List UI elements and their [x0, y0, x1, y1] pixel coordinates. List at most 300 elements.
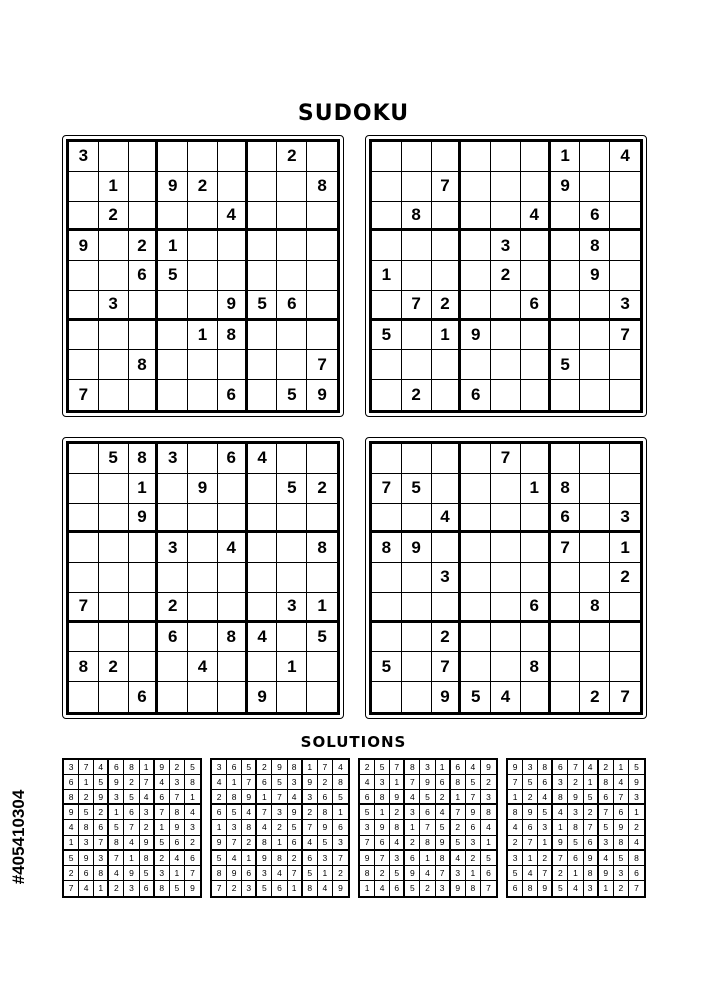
puzzle-cell[interactable]: 1 [158, 231, 188, 261]
puzzle-cell[interactable] [188, 231, 218, 261]
puzzle-cell[interactable] [402, 142, 432, 172]
puzzle-cell[interactable] [218, 682, 248, 712]
puzzle-cell[interactable]: 6 [218, 444, 248, 474]
puzzle-cell[interactable] [551, 593, 581, 623]
puzzle-cell[interactable]: 6 [218, 380, 248, 410]
puzzle-cell[interactable] [491, 172, 521, 202]
puzzle-cell[interactable] [610, 474, 640, 504]
puzzle-cell[interactable] [402, 231, 432, 261]
puzzle-cell[interactable] [610, 444, 640, 474]
puzzle-cell[interactable] [551, 261, 581, 291]
puzzle-cell[interactable]: 8 [580, 593, 610, 623]
puzzle-cell[interactable] [218, 504, 248, 534]
puzzle-cell[interactable]: 1 [129, 474, 159, 504]
puzzle-cell[interactable] [129, 172, 159, 202]
puzzle-cell[interactable] [461, 444, 491, 474]
puzzle-cell[interactable]: 7 [620, 687, 630, 707]
puzzle-cell[interactable] [158, 380, 188, 410]
puzzle-cell[interactable]: 3 [610, 504, 640, 534]
puzzle-cell[interactable]: 9 [129, 504, 159, 534]
puzzle-cell[interactable] [491, 652, 521, 682]
puzzle-cell[interactable] [432, 474, 462, 504]
puzzle-cell[interactable] [461, 142, 491, 172]
puzzle-cell[interactable] [432, 593, 462, 623]
puzzle-cell[interactable]: 4 [248, 444, 278, 474]
puzzle-cell[interactable]: 1 [432, 321, 462, 351]
puzzle-cell[interactable] [491, 504, 521, 534]
puzzle-cell[interactable]: 7 [491, 444, 521, 474]
puzzle-cell[interactable]: 3 [69, 142, 99, 172]
puzzle-cell[interactable] [580, 623, 610, 653]
puzzle-cell[interactable]: 1 [307, 593, 337, 623]
puzzle-cell[interactable]: 5 [551, 350, 581, 380]
puzzle-cell[interactable] [307, 291, 337, 321]
puzzle-cell[interactable] [69, 321, 99, 351]
puzzle-cell[interactable] [551, 682, 581, 712]
puzzle-cell[interactable]: 5 [277, 474, 307, 504]
puzzle-cell[interactable] [188, 380, 218, 410]
puzzle-cell[interactable] [307, 563, 337, 593]
puzzle-cell[interactable]: 3 [610, 291, 640, 321]
puzzle-cell[interactable] [99, 474, 129, 504]
puzzle-cell[interactable] [158, 321, 188, 351]
puzzle-cell[interactable] [218, 350, 248, 380]
puzzle-cell[interactable]: 3 [432, 563, 462, 593]
puzzle-cell[interactable] [277, 444, 307, 474]
puzzle-cell[interactable] [432, 350, 462, 380]
puzzle-cell[interactable] [610, 350, 640, 380]
puzzle-cell[interactable] [551, 563, 581, 593]
puzzle-cell[interactable]: 2 [491, 261, 521, 291]
puzzle-cell[interactable]: 9 [551, 172, 581, 202]
puzzle-cell[interactable] [580, 291, 610, 321]
puzzle-cell[interactable] [491, 350, 521, 380]
puzzle-cell[interactable] [372, 682, 402, 712]
puzzle-cell[interactable]: 8 [218, 623, 248, 653]
puzzle-cell[interactable]: 7 [307, 350, 337, 380]
puzzle-cell[interactable] [129, 593, 159, 623]
puzzle-cell[interactable] [277, 261, 307, 291]
puzzle-cell[interactable]: 2 [99, 202, 129, 232]
puzzle-cell[interactable] [521, 261, 551, 291]
puzzle-cell[interactable] [158, 563, 188, 593]
puzzle-cell[interactable]: 6 [158, 623, 188, 653]
puzzle-cell[interactable] [99, 682, 129, 712]
puzzle-cell[interactable] [307, 504, 337, 534]
puzzle-cell[interactable]: 5 [277, 380, 307, 410]
puzzle-cell[interactable] [521, 563, 551, 593]
puzzle-cell[interactable] [432, 202, 462, 232]
puzzle-cell[interactable]: 9 [158, 172, 188, 202]
puzzle-cell[interactable] [372, 623, 402, 653]
puzzle-cell[interactable] [99, 261, 129, 291]
puzzle-cell[interactable]: 6 [129, 682, 159, 712]
puzzle-cell[interactable] [69, 682, 99, 712]
puzzle-cell[interactable] [461, 652, 491, 682]
puzzle-cell[interactable] [521, 623, 551, 653]
puzzle-cell[interactable]: 7 [402, 291, 432, 321]
puzzle-cell[interactable] [491, 380, 521, 410]
puzzle-cell[interactable] [521, 682, 551, 712]
puzzle-cell[interactable] [372, 504, 402, 534]
puzzle-cell[interactable] [158, 350, 188, 380]
puzzle-cell[interactable] [461, 623, 491, 653]
puzzle-cell[interactable] [491, 321, 521, 351]
puzzle-cell[interactable] [248, 350, 278, 380]
puzzle-cell[interactable]: 7 [432, 172, 462, 202]
puzzle-cell[interactable] [580, 380, 610, 410]
puzzle-cell[interactable] [129, 202, 159, 232]
puzzle-cell[interactable] [99, 380, 129, 410]
puzzle-cell[interactable] [432, 444, 462, 474]
puzzle-cell[interactable] [372, 380, 402, 410]
puzzle-cell[interactable] [248, 321, 278, 351]
puzzle-cell[interactable]: 2 [307, 474, 337, 504]
puzzle-cell[interactable]: 9 [461, 321, 491, 351]
puzzle-cell[interactable] [491, 563, 521, 593]
puzzle-cell[interactable] [99, 563, 129, 593]
puzzle-cell[interactable] [461, 202, 491, 232]
puzzle-cell[interactable]: 3 [158, 533, 188, 563]
puzzle-cell[interactable] [99, 504, 129, 534]
puzzle-cell[interactable] [372, 172, 402, 202]
puzzle-cell[interactable] [99, 231, 129, 261]
puzzle-cell[interactable] [521, 444, 551, 474]
puzzle-cell[interactable] [521, 321, 551, 351]
puzzle-cell[interactable] [129, 321, 159, 351]
puzzle-cell[interactable] [551, 321, 581, 351]
puzzle-cell[interactable] [580, 321, 610, 351]
puzzle-cell[interactable]: 8 [551, 474, 581, 504]
puzzle-cell[interactable] [551, 291, 581, 321]
puzzle-cell[interactable] [248, 172, 278, 202]
puzzle-cell[interactable] [610, 231, 640, 261]
puzzle-cell[interactable] [580, 172, 610, 202]
puzzle-cell[interactable] [129, 652, 159, 682]
puzzle-cell[interactable] [277, 504, 307, 534]
puzzle-cell[interactable] [461, 291, 491, 321]
puzzle-cell[interactable]: 4 [491, 682, 521, 712]
puzzle-cell[interactable]: 7 [69, 593, 99, 623]
puzzle-cell[interactable]: 8 [580, 231, 610, 261]
puzzle-cell[interactable] [99, 623, 129, 653]
puzzle-cell[interactable] [188, 682, 218, 712]
puzzle-cell[interactable] [610, 202, 640, 232]
puzzle-cell[interactable] [277, 172, 307, 202]
puzzle-cell[interactable]: 2 [158, 593, 188, 623]
puzzle-cell[interactable] [277, 682, 307, 712]
puzzle-cell[interactable] [188, 142, 218, 172]
puzzle-cell[interactable] [580, 563, 610, 593]
puzzle-cell[interactable]: 8 [129, 444, 159, 474]
puzzle-cell[interactable] [99, 350, 129, 380]
puzzle-cell[interactable] [307, 682, 337, 712]
puzzle-cell[interactable]: 5 [99, 444, 129, 474]
puzzle-cell[interactable] [248, 593, 278, 623]
puzzle-cell[interactable] [307, 142, 337, 172]
puzzle-cell[interactable] [461, 261, 491, 291]
puzzle-cell[interactable]: 8 [372, 533, 402, 563]
puzzle-cell[interactable] [610, 593, 640, 623]
puzzle-cell[interactable] [307, 261, 337, 291]
puzzle-cell[interactable] [158, 202, 188, 232]
puzzle-cell[interactable] [610, 261, 640, 291]
puzzle-cell[interactable] [461, 231, 491, 261]
puzzle-cell[interactable] [129, 142, 159, 172]
puzzle-cell[interactable] [551, 444, 581, 474]
puzzle-cell[interactable] [580, 533, 610, 563]
puzzle-cell[interactable] [188, 533, 218, 563]
puzzle-cell[interactable] [461, 474, 491, 504]
puzzle-cell[interactable] [248, 504, 278, 534]
puzzle-cell[interactable] [248, 380, 278, 410]
puzzle-cell[interactable] [372, 444, 402, 474]
puzzle-cell[interactable]: 8 [402, 202, 432, 232]
puzzle-cell[interactable] [372, 202, 402, 232]
puzzle-cell[interactable] [218, 261, 248, 291]
puzzle-cell[interactable] [491, 202, 521, 232]
puzzle-cell[interactable]: 9 [402, 533, 432, 563]
puzzle-cell[interactable]: 3 [491, 231, 521, 261]
puzzle-cell[interactable] [461, 504, 491, 534]
puzzle-cell[interactable] [521, 350, 551, 380]
puzzle-cell[interactable] [69, 563, 99, 593]
puzzle-cell[interactable] [461, 350, 491, 380]
puzzle-cell[interactable] [129, 563, 159, 593]
puzzle-cell[interactable] [188, 350, 218, 380]
puzzle-cell[interactable] [551, 380, 581, 410]
puzzle-cell[interactable]: 1 [99, 172, 129, 202]
puzzle-cell[interactable] [580, 350, 610, 380]
puzzle-cell[interactable] [307, 444, 337, 474]
puzzle-cell[interactable] [402, 444, 432, 474]
puzzle-cell[interactable] [158, 474, 188, 504]
puzzle-cell[interactable] [432, 533, 462, 563]
puzzle-cell[interactable] [158, 682, 188, 712]
puzzle-cell[interactable] [610, 172, 640, 202]
puzzle-cell[interactable] [372, 593, 402, 623]
puzzle-cell[interactable] [69, 350, 99, 380]
puzzle-cell[interactable] [188, 202, 218, 232]
puzzle-cell[interactable]: 2 [188, 172, 218, 202]
puzzle-cell[interactable]: 1 [372, 261, 402, 291]
puzzle-cell[interactable]: 9 [248, 682, 278, 712]
puzzle-cell[interactable]: 4 [521, 202, 551, 232]
puzzle-cell[interactable]: 5 [461, 682, 491, 712]
puzzle-cell[interactable] [248, 652, 278, 682]
puzzle-cell[interactable]: 4 [188, 652, 218, 682]
puzzle-cell[interactable] [277, 202, 307, 232]
puzzle-cell[interactable] [277, 321, 307, 351]
puzzle-cell[interactable] [551, 623, 581, 653]
puzzle-cell[interactable] [158, 142, 188, 172]
puzzle-cell[interactable]: 3 [158, 444, 188, 474]
puzzle-cell[interactable]: 6 [521, 291, 551, 321]
puzzle-cell[interactable] [218, 474, 248, 504]
puzzle-cell[interactable] [158, 291, 188, 321]
puzzle-cell[interactable]: 1 [610, 533, 640, 563]
puzzle-cell[interactable]: 9 [432, 682, 462, 712]
puzzle-cell[interactable]: 9 [188, 474, 218, 504]
puzzle-cell[interactable] [521, 380, 551, 410]
puzzle-cell[interactable] [402, 682, 432, 712]
puzzle-cell[interactable] [307, 321, 337, 351]
puzzle-cell[interactable] [188, 261, 218, 291]
puzzle-cell[interactable] [402, 321, 432, 351]
puzzle-cell[interactable] [129, 533, 159, 563]
puzzle-cell[interactable] [69, 172, 99, 202]
puzzle-cell[interactable] [99, 533, 129, 563]
puzzle-cell[interactable]: 2 [402, 380, 432, 410]
puzzle-cell[interactable]: 3 [277, 593, 307, 623]
puzzle-cell[interactable] [188, 291, 218, 321]
puzzle-cell[interactable]: 5 [372, 321, 402, 351]
puzzle-cell[interactable] [307, 652, 337, 682]
puzzle-cell[interactable] [277, 350, 307, 380]
puzzle-cell[interactable] [69, 623, 99, 653]
puzzle-cell[interactable] [580, 504, 610, 534]
puzzle-cell[interactable] [402, 261, 432, 291]
puzzle-cell[interactable] [521, 231, 551, 261]
puzzle-cell[interactable] [277, 563, 307, 593]
puzzle-cell[interactable] [218, 563, 248, 593]
puzzle-cell[interactable]: 8 [218, 321, 248, 351]
puzzle-cell[interactable] [491, 291, 521, 321]
puzzle-cell[interactable] [307, 202, 337, 232]
puzzle-cell[interactable] [188, 623, 218, 653]
puzzle-cell[interactable]: 5 [248, 291, 278, 321]
puzzle-cell[interactable] [432, 231, 462, 261]
puzzle-cell[interactable]: 4 [610, 142, 640, 172]
puzzle-cell[interactable]: 6 [580, 202, 610, 232]
puzzle-cell[interactable] [277, 231, 307, 261]
puzzle-cell[interactable] [491, 533, 521, 563]
puzzle-cell[interactable] [372, 231, 402, 261]
puzzle-cell[interactable] [521, 533, 551, 563]
puzzle-cell[interactable] [491, 593, 521, 623]
puzzle-cell[interactable] [99, 593, 129, 623]
puzzle-cell[interactable] [158, 652, 188, 682]
puzzle-cell[interactable] [218, 593, 248, 623]
puzzle-cell[interactable]: 1 [551, 142, 581, 172]
puzzle-cell[interactable] [218, 142, 248, 172]
puzzle-cell[interactable] [580, 474, 610, 504]
puzzle-cell[interactable] [188, 593, 218, 623]
puzzle-cell[interactable]: 1 [521, 474, 551, 504]
puzzle-cell[interactable] [461, 563, 491, 593]
puzzle-cell[interactable] [129, 380, 159, 410]
puzzle-cell[interactable] [610, 380, 640, 410]
puzzle-cell[interactable] [248, 261, 278, 291]
puzzle-cell[interactable] [188, 504, 218, 534]
puzzle-cell[interactable] [69, 533, 99, 563]
puzzle-cell[interactable]: 2 [432, 291, 462, 321]
puzzle-cell[interactable]: 6 [521, 593, 551, 623]
puzzle-cell[interactable]: 8 [307, 533, 337, 563]
puzzle-cell[interactable] [248, 563, 278, 593]
puzzle-cell[interactable] [432, 142, 462, 172]
puzzle-cell[interactable]: 9 [317, 385, 327, 405]
puzzle-cell[interactable] [610, 652, 640, 682]
puzzle-cell[interactable]: 4 [218, 533, 248, 563]
puzzle-cell[interactable]: 2 [277, 142, 307, 172]
puzzle-cell[interactable] [432, 261, 462, 291]
puzzle-cell[interactable] [461, 533, 491, 563]
puzzle-cell[interactable] [402, 593, 432, 623]
puzzle-cell[interactable]: 5 [402, 474, 432, 504]
puzzle-cell[interactable]: 2 [610, 563, 640, 593]
puzzle-cell[interactable]: 8 [307, 172, 337, 202]
puzzle-cell[interactable] [248, 533, 278, 563]
puzzle-cell[interactable]: 1 [188, 321, 218, 351]
puzzle-cell[interactable] [188, 444, 218, 474]
puzzle-cell[interactable] [461, 172, 491, 202]
puzzle-cell[interactable]: 7 [372, 474, 402, 504]
puzzle-cell[interactable] [551, 231, 581, 261]
puzzle-cell[interactable]: 8 [129, 350, 159, 380]
puzzle-cell[interactable] [402, 652, 432, 682]
puzzle-cell[interactable] [580, 652, 610, 682]
puzzle-cell[interactable] [372, 563, 402, 593]
puzzle-cell[interactable]: 6 [129, 261, 159, 291]
puzzle-cell[interactable] [248, 202, 278, 232]
puzzle-cell[interactable] [69, 444, 99, 474]
puzzle-cell[interactable] [491, 623, 521, 653]
puzzle-cell[interactable] [218, 231, 248, 261]
puzzle-cell[interactable] [129, 291, 159, 321]
puzzle-cell[interactable] [372, 142, 402, 172]
puzzle-cell[interactable] [521, 504, 551, 534]
puzzle-cell[interactable]: 6 [461, 380, 491, 410]
puzzle-cell[interactable]: 4 [432, 504, 462, 534]
puzzle-cell[interactable]: 2 [432, 623, 462, 653]
puzzle-cell[interactable] [372, 291, 402, 321]
puzzle-cell[interactable]: 2 [580, 682, 610, 712]
puzzle-cell[interactable] [551, 652, 581, 682]
puzzle-cell[interactable] [277, 533, 307, 563]
puzzle-cell[interactable] [432, 380, 462, 410]
puzzle-cell[interactable]: 4 [248, 623, 278, 653]
puzzle-cell[interactable] [461, 593, 491, 623]
puzzle-cell[interactable] [188, 563, 218, 593]
puzzle-cell[interactable] [158, 504, 188, 534]
puzzle-cell[interactable] [69, 202, 99, 232]
puzzle-cell[interactable] [402, 563, 432, 593]
puzzle-cell[interactable] [491, 142, 521, 172]
puzzle-cell[interactable] [129, 623, 159, 653]
puzzle-cell[interactable] [521, 172, 551, 202]
puzzle-cell[interactable]: 5 [372, 652, 402, 682]
puzzle-cell[interactable] [248, 474, 278, 504]
puzzle-cell[interactable]: 2 [99, 652, 129, 682]
puzzle-cell[interactable] [580, 444, 610, 474]
puzzle-cell[interactable]: 7 [69, 380, 99, 410]
puzzle-cell[interactable] [307, 231, 337, 261]
puzzle-cell[interactable]: 4 [218, 202, 248, 232]
puzzle-cell[interactable] [99, 321, 129, 351]
puzzle-cell[interactable] [521, 142, 551, 172]
puzzle-cell[interactable]: 3 [99, 291, 129, 321]
puzzle-cell[interactable]: 9 [580, 261, 610, 291]
puzzle-cell[interactable]: 5 [158, 261, 188, 291]
puzzle-cell[interactable] [69, 474, 99, 504]
puzzle-cell[interactable] [248, 231, 278, 261]
puzzle-cell[interactable]: 6 [551, 504, 581, 534]
puzzle-cell[interactable] [402, 172, 432, 202]
puzzle-cell[interactable] [218, 172, 248, 202]
puzzle-cell[interactable]: 7 [432, 652, 462, 682]
puzzle-cell[interactable]: 9 [218, 291, 248, 321]
